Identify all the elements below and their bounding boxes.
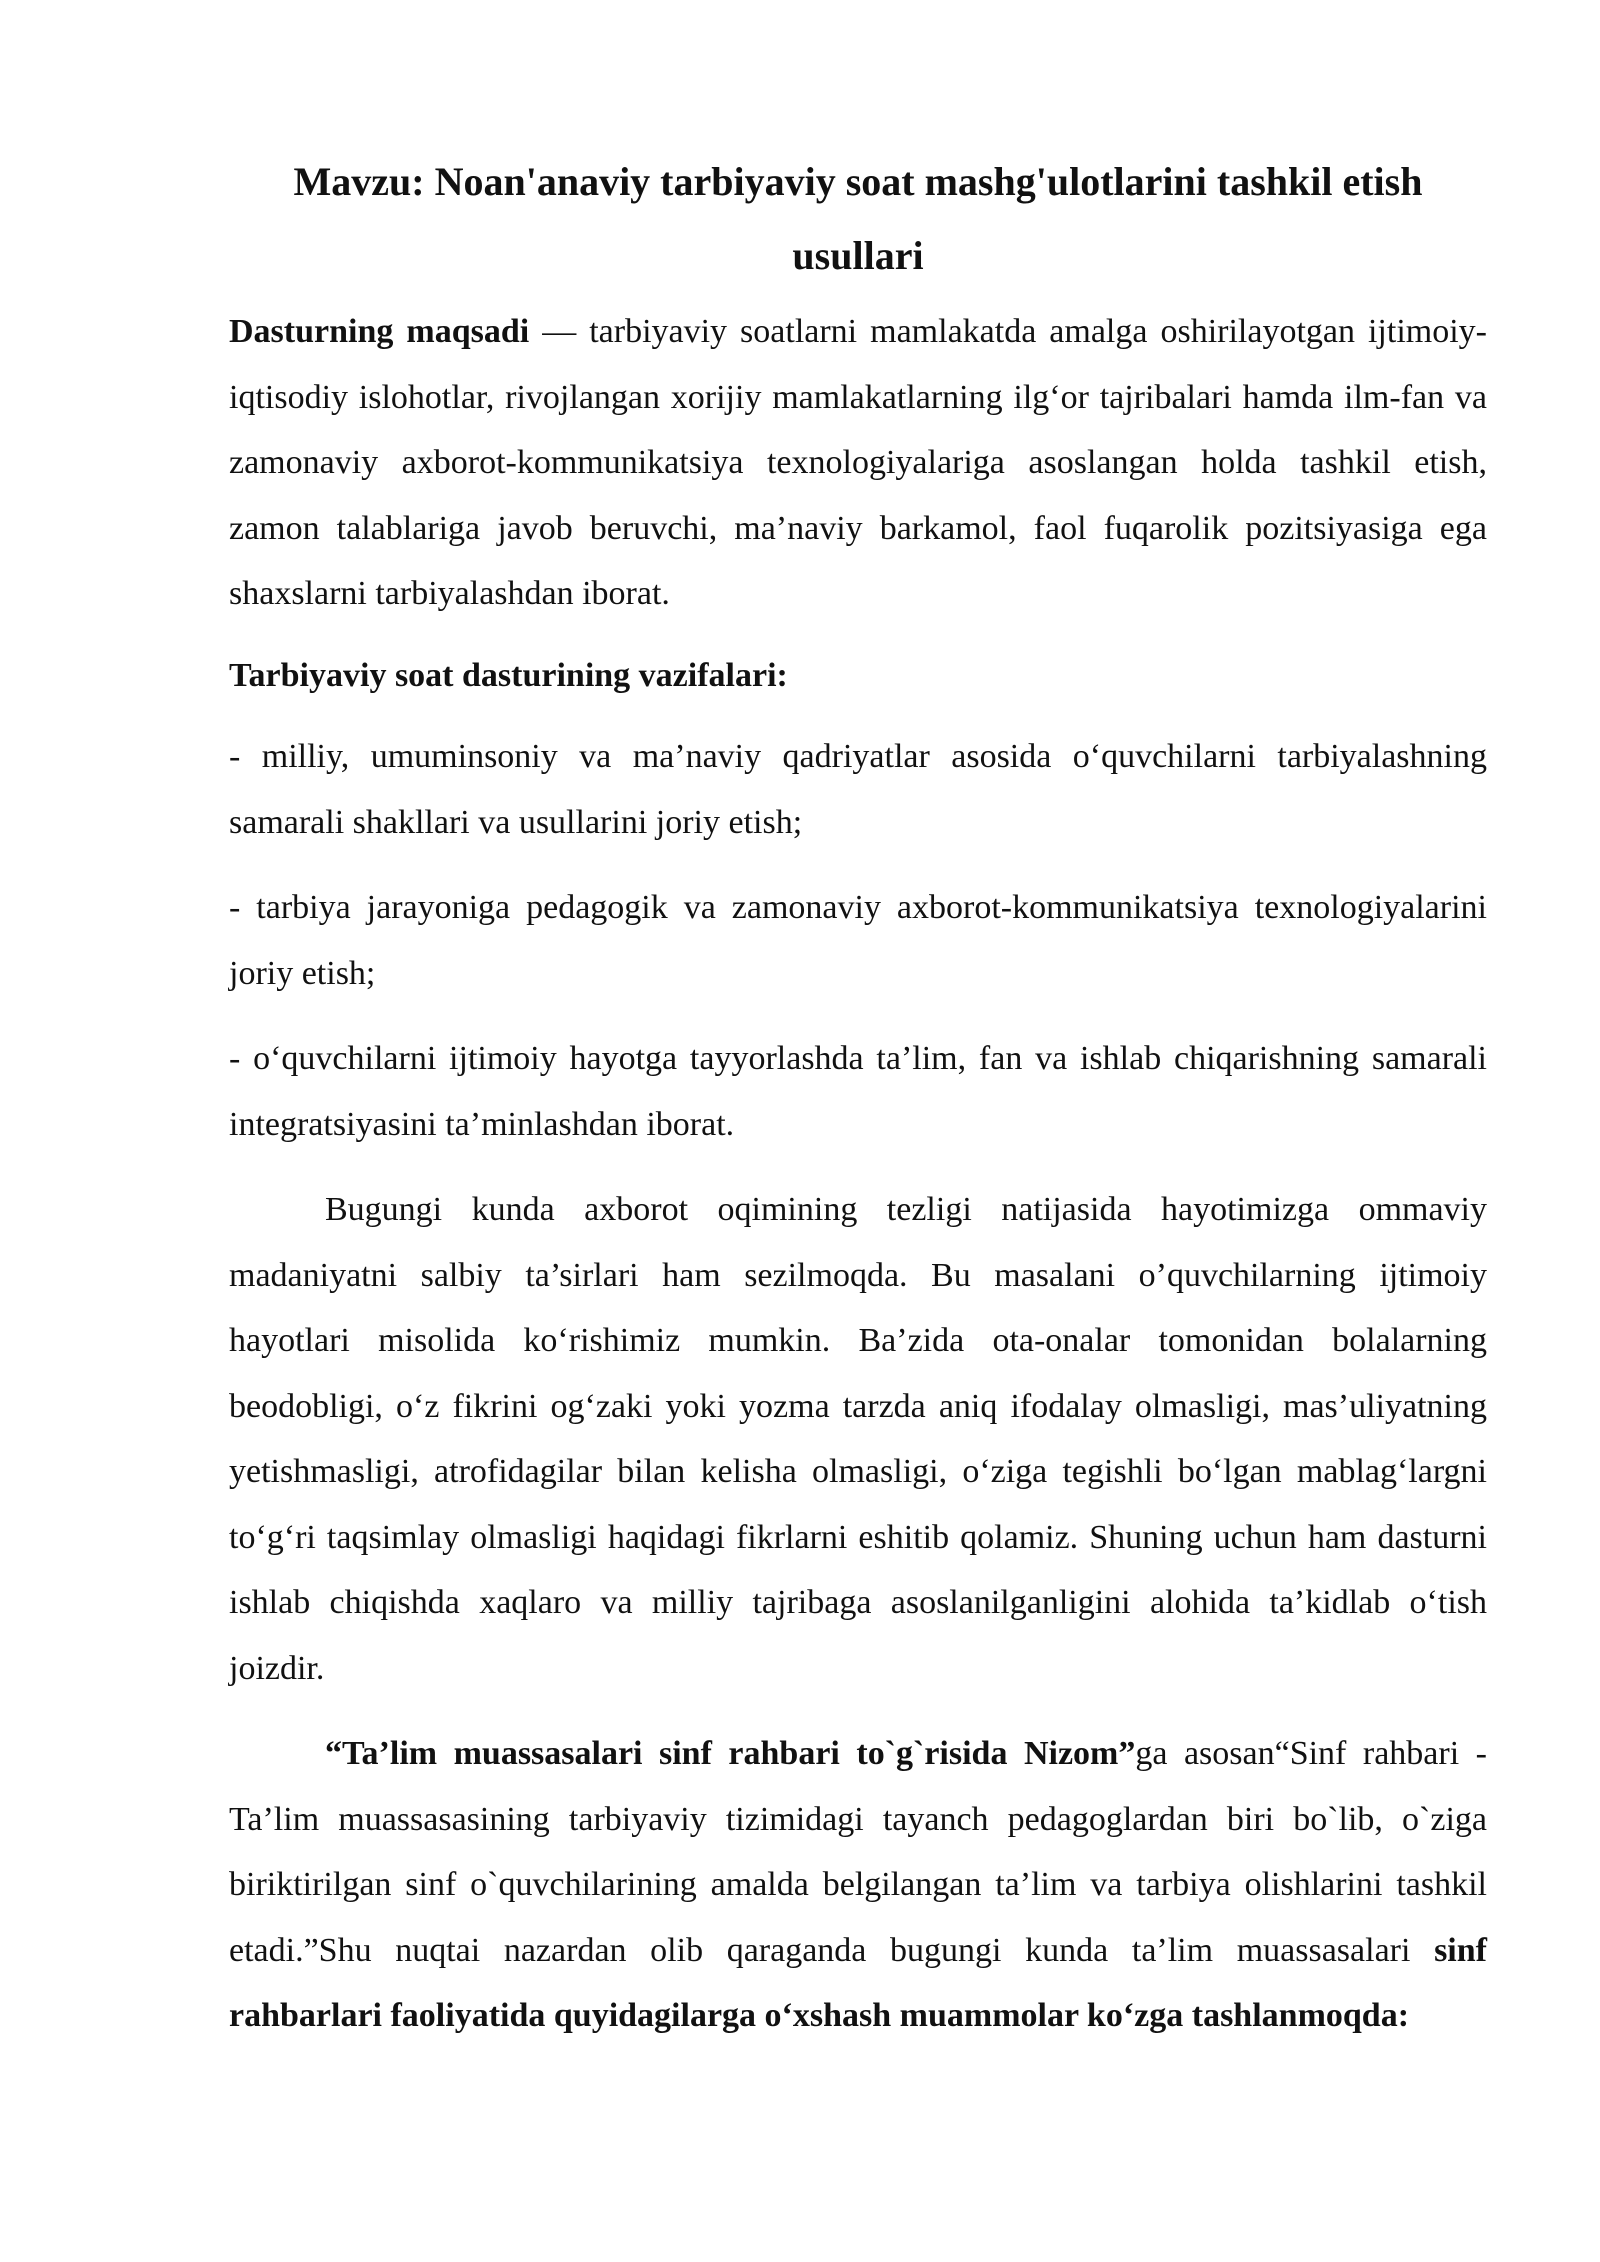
task-item-2: - tarbiya jarayoniga pedagogik va zamonaviy axborot-kommunikatsiya texnologiyalarini joriy etish; <box>229 889 1487 992</box>
purpose-label: Dasturning maqsadi <box>229 313 530 350</box>
document-title <box>229 145 1487 293</box>
document-page <box>229 145 1487 2049</box>
task-item-1: - milliy, umuminsoniy va ma’naviy qadriyatlar asosida o‘quvchilarni tarbiyalashning samarali shakllari va usullarini joriy etish; <box>229 738 1487 841</box>
purpose-text: — tarbiyaviy soatlarni mamlakatda amalga oshirilayotgan ijtimoiy-iqtisodiy islohotlar, rivojlangan xorijiy mamlakatlarning ilg‘or tajribalari hamda ilm-fan va zamonaviy axborot-kommunikatsiya texnologiyalariga asoslangan holda tashkil etish, zamon talablariga javob beruvchi, ma’naviy barkamol, faol fuqarolik pozitsiyasiga ega shaxslarni tarbiyalashdan iborat. <box>229 313 1487 612</box>
title-line-2: usullari <box>792 233 924 278</box>
task-item-3: - o‘quvchilarni ijtimoiy hayotga tayyorlashda ta’lim, fan va ishlab chiqarishning samarali integratsiyasini ta’minlashdan iborat. <box>229 1040 1487 1143</box>
paragraph-2-text: ga asosan“Sinf rahbari - Ta’lim muassasasining tarbiyaviy tizimidagi tayanch pedagoglardan biri bo`lib, o`ziga biriktirilgan sinf o`quvchilarining amalda belgilangan ta’lim va tarbiya olishlarini tashkil etadi.”Shu nuqtai nazardan olib qaraganda bugungi kunda ta’lim muassasalari <box>229 1735 1487 1969</box>
purpose-paragraph <box>229 299 1487 627</box>
body-paragraph-1: Bugungi kunda axborot oqimining tezligi natijasida hayotimizga ommaviy madaniyatni salbiy ta’sirlari ham sezilmoqda. Bu masalani o’quvchilarning ijtimoiy hayotlari misolida ko‘rishimiz mumkin. Ba’zida ota-onalar tomonidan bolalarning beodobligi, o‘z fikrini og‘zaki yoki yozma tarzda aniq ifodalay olmasligi, mas’uliyatning yetishmasligi, atrofidagilar bilan kelisha olmasligi, o‘ziga tegishli bo‘lgan mablag‘largni to‘g‘ri taqsimlay olmasligi haqidagi fikrlarni eshitib qolamiz. Shuning uchun ham dasturni ishlab chiqishda xaqlaro va milliy tajribaga asoslanilganligini alohida ta’kidlab o‘tish joizdir. <box>229 1191 1487 1687</box>
problems-statement: sinf rahbarlari faoliyatida quyidagilarga o‘xshash muammolar ko‘zga tashlanmoqda: <box>229 1931 1487 2034</box>
title-line-1: Mavzu: Noan'anaviy tarbiyaviy soat mashg'ulotlarini tashkil etish <box>293 159 1423 204</box>
regulation-reference: “Ta’lim muassasalari sinf rahbari to`g`risida Nizom” <box>325 1735 1136 1772</box>
body-paragraph-2 <box>229 1721 1487 2049</box>
tasks-heading: Tarbiyaviy soat dasturining vazifalari: <box>229 656 788 694</box>
